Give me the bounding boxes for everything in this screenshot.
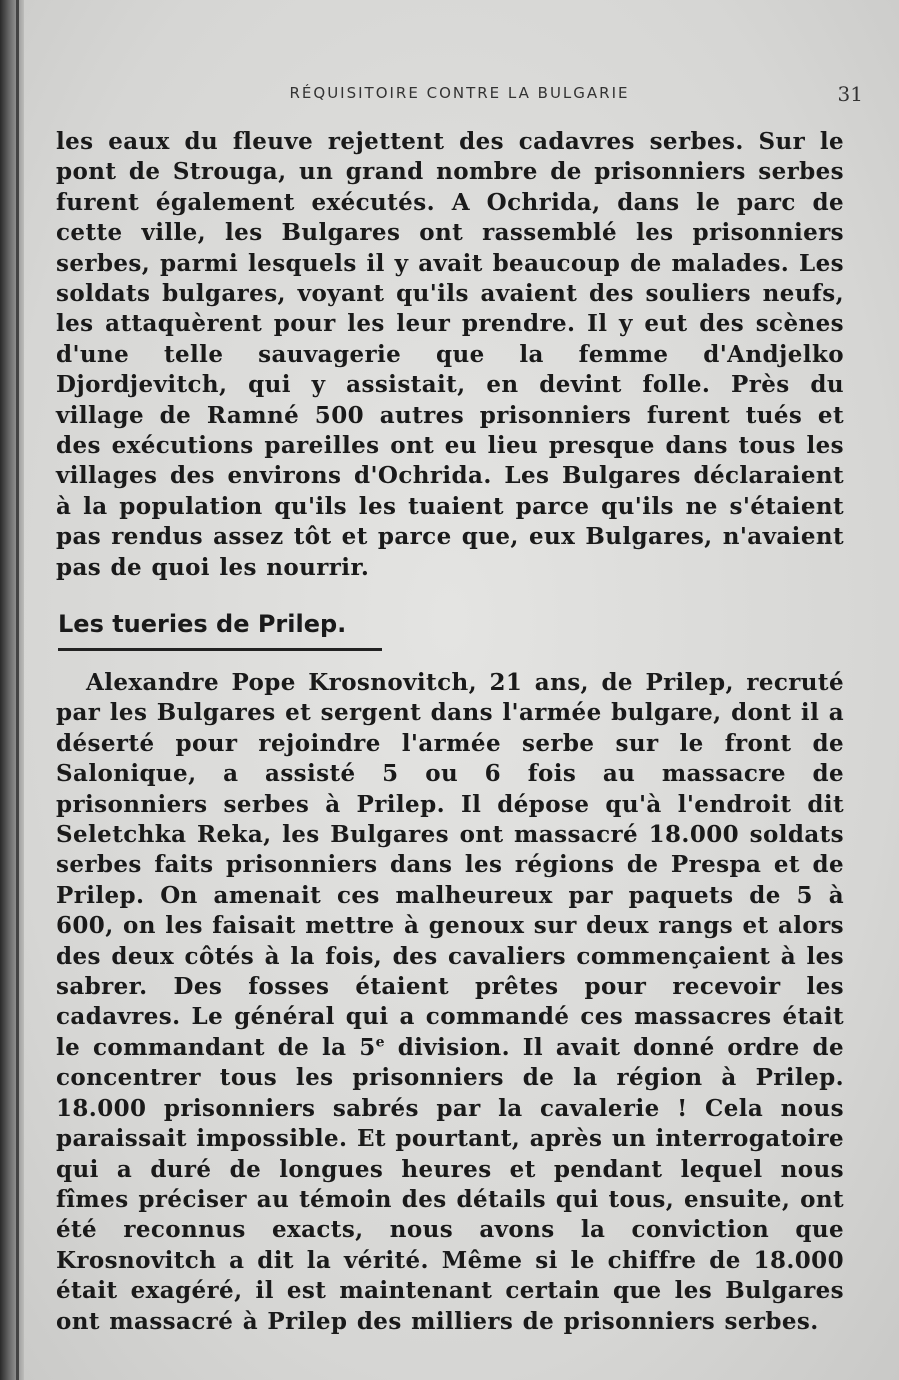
running-title: RÉQUISITOIRE CONTRE LA BULGARIE [289,84,630,102]
binding-edge [16,0,19,1380]
paragraph-ochrida: les eaux du fleuve rejettent des cadavres serbes. Sur le pont de Strouga, un grand nombre de prisonniers serbes furent également exécutés. A Ochrida, dans le parc de cette ville, les Bulgares ont rassemblé les prisonniers serbes, parmi lesquels il y avait beaucoup de malades. Les soldats bulgares, voyant qu'ils avaient des souliers neufs, les attaquèrent pour les leur prendre. Il y eut des scènes d'une telle sauvagerie que la femme d'Andjelko Djordjevitch, qui y assistait, en devint folle. Près du village de Ramné 500 autres prisonniers furent tués et des exécutions pareilles ont eu lieu presque dans tous les villages des environs d'Ochrida. Les Bulgares déclaraient à la population qu'ils les tuaient parce qu'ils ne s'étaient pas rendus assez tôt et parce que, eux Bulgares, n'avaient pas de quoi les nourrir. [56,128,844,581]
heading-underline [58,648,382,651]
paragraph-prilep-part-2: division. Il avait donné ordre de concentrer tous les prisonniers de la région à Prilep. 18.000 prisonniers sabrés par la cavalerie ! Cela nous paraissait impossible. Et pourtant, après un interrogatoire qui a duré de longues heures et pendant lequel nous fîmes préciser au témoin des détails qui tous, ensuite, ont été reconnus exacts, nous avons la conviction que Krosnovitch a dit la vérité. Même si le chiffre de 18.000 était exagéré, il est maintenant certain que les Bulgares ont massacré à Prilep des milliers de prisonniers serbes. [56,1033,844,1335]
section-heading: Les tueries de Prilep. [58,610,347,638]
running-header [56,84,863,108]
paragraph-prilep-part-1: Alexandre Pope Krosnovitch, 21 ans, de Prilep, recruté par les Bulgares et sergent dans l'armée bulgare, dont il a déserté pour rejoindre l'armée serbe sur le front de Salonique, a assisté 5 ou 6 fois au massacre de prisonniers serbes à Prilep. Il dépose qu'à l'endroit dit Seletchka Reka, les Bulgares ont massacré 18.000 soldats serbes faits prisonniers dans les régions de Prespa et de Prilep. On amenait ces malheureux par paquets de 5 à 600, on les faisait mettre à genoux sur deux rangs et alors des deux côtés à la fois, des cavaliers commençaient à les sabrer. Des fosses étaient prêtes pour recevoir les cadavres. Le général qui a commandé ces massacres était le commandant de la 5 [56,669,844,1061]
page-number: 31 [837,82,863,106]
page-binding-shadow [0,0,24,1380]
paragraph-prilep [56,668,844,1337]
ordinal-superscript: e [375,1034,385,1051]
